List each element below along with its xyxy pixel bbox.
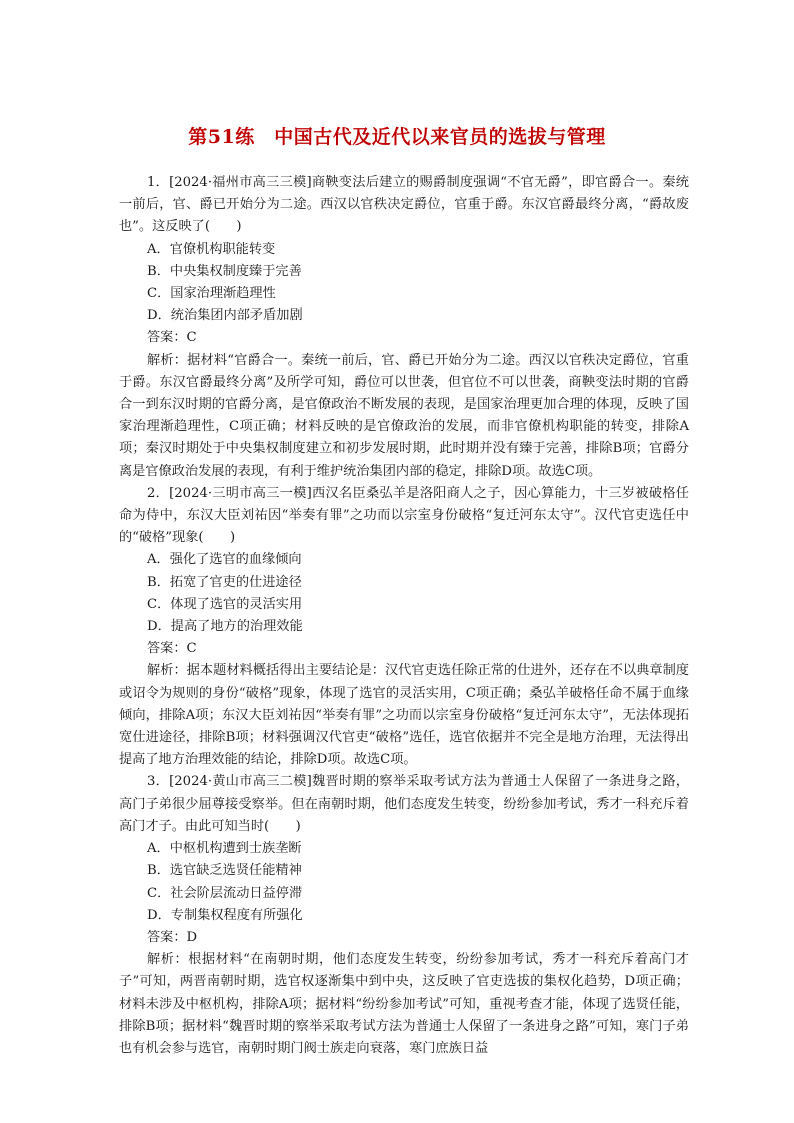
option-b: B．中央集权制度臻于完善 <box>147 263 302 279</box>
answer-line: 答案：D <box>147 929 198 945</box>
page-title: 第51练 中国古代及近代以来官员的选拔与管理 <box>188 126 606 148</box>
option-d: D．专制集权程度有所强化 <box>147 907 303 923</box>
answer-line: 答案：C <box>147 641 197 657</box>
option-a: A．官僚机构职能转变 <box>147 241 276 257</box>
option-b: B．拓宽了官吏的仕进途径 <box>147 574 302 590</box>
question-stem: 1．[2024·福州市高三三模]商鞅变法后建立的赐爵制度强调“不官无爵”，即官爵合一。秦统一前后，官、爵已开始分为二途。西汉以官秩决定爵位，官重于爵。东汉官爵最终分离，“爵故废也”。这反映了( ) <box>119 175 689 235</box>
option-a: A．强化了选官的血缘倾向 <box>147 552 302 568</box>
option-c: C．国家治理渐趋理性 <box>147 286 276 302</box>
option-a: A．中枢机构遭到士族垄断 <box>147 841 302 857</box>
option-b: B．选官缺乏选贤任能精神 <box>147 863 302 879</box>
option-d: D．统治集团内部矛盾加剧 <box>147 308 303 324</box>
option-d: D．提高了地方的治理效能 <box>147 619 303 635</box>
explanation: 解析：据本题材料概括得出主要结论是：汉代官吏选任除正常的仕进外，还存在不以典章制度或诏令为规则的身份“破格”现象，体现了选官的灵活实用，C项正确；桑弘羊破格任命不属于血缘倾向，排除A项；东汉大臣刘祐因“举奏有罪”之功而以宗室身份破格“复迁河东太守”，无法体现拓宽仕进途径，排除B项；材料强调汉代官吏“破格”选任，选官依据并不完全是地方治理，无法得出提高了地方治理效能的结论，排除D项。故选C项。 <box>119 663 689 768</box>
option-c: C．体现了选官的灵活实用 <box>147 596 303 612</box>
option-c: C．社会阶层流动日益停滞 <box>147 885 303 901</box>
question-stem: 3．[2024·黄山市高三二模]魏晋时期的察举采取考试方法为普通士人保留了一条进身之路，高门子弟很少屈尊接受察举。但在南朝时期，他们态度发生转变，纷纷参加考试，秀才一科充斥着高门才子。由此可知当时( ) <box>119 774 689 834</box>
question-stem: 2．[2024·三明市高三一模]西汉名臣桑弘羊是洛阳商人之子，因心算能力，十三岁被破格任命为侍中，东汉大臣刘祐因“举奏有罪”之功而以宗室身份破格“复迁河东太守”。汉代官吏选任中的“破格”现象( ) <box>119 485 689 546</box>
answer-line: 答案：C <box>147 330 197 346</box>
explanation: 解析：根据材料“在南朝时期，他们态度发生转变，纷纷参加考试，秀才一科充斥着高门才子”可知，两晋南朝时期，选官权逐渐集中到中央，这反映了官吏选拔的集权化趋势，D项正确；材料未涉及中枢机构，排除A项；据材料“纷纷参加考试”可知，重视考查才能，体现了选贤任能，排除B项；据材料“魏晋时期的察举采取考试方法为普通士人保留了一条进身之路”可知，寒门子弟也有机会参与选官，南朝时期门阀士族走向衰落，寒门庶族日益 <box>119 952 689 1056</box>
explanation: 解析：据材料“官爵合一。秦统一前后，官、爵已开始分为二途。西汉以官秩决定爵位，官重于爵。东汉官爵最终分离”及所学可知，爵位可以世袭，但官位不可以世袭，商鞅变法时期的官爵合一到东汉时期的官爵分离，是官僚政治不断发展的表现，是国家治理更加合理的体现，反映了国家治理渐趋理性，C项正确；材料反映的是官僚政治的发展，而非官僚机构职能的转变，排除A项；秦汉时期处于中央集权制度建立和初步发展时期，此时期并没有臻于完善，排除B项；官爵分离是官僚政治发展的表现，有利于维护统治集团内部的稳定，排除D项。故选C项。 <box>119 352 689 479</box>
question-list <box>119 172 689 1060</box>
